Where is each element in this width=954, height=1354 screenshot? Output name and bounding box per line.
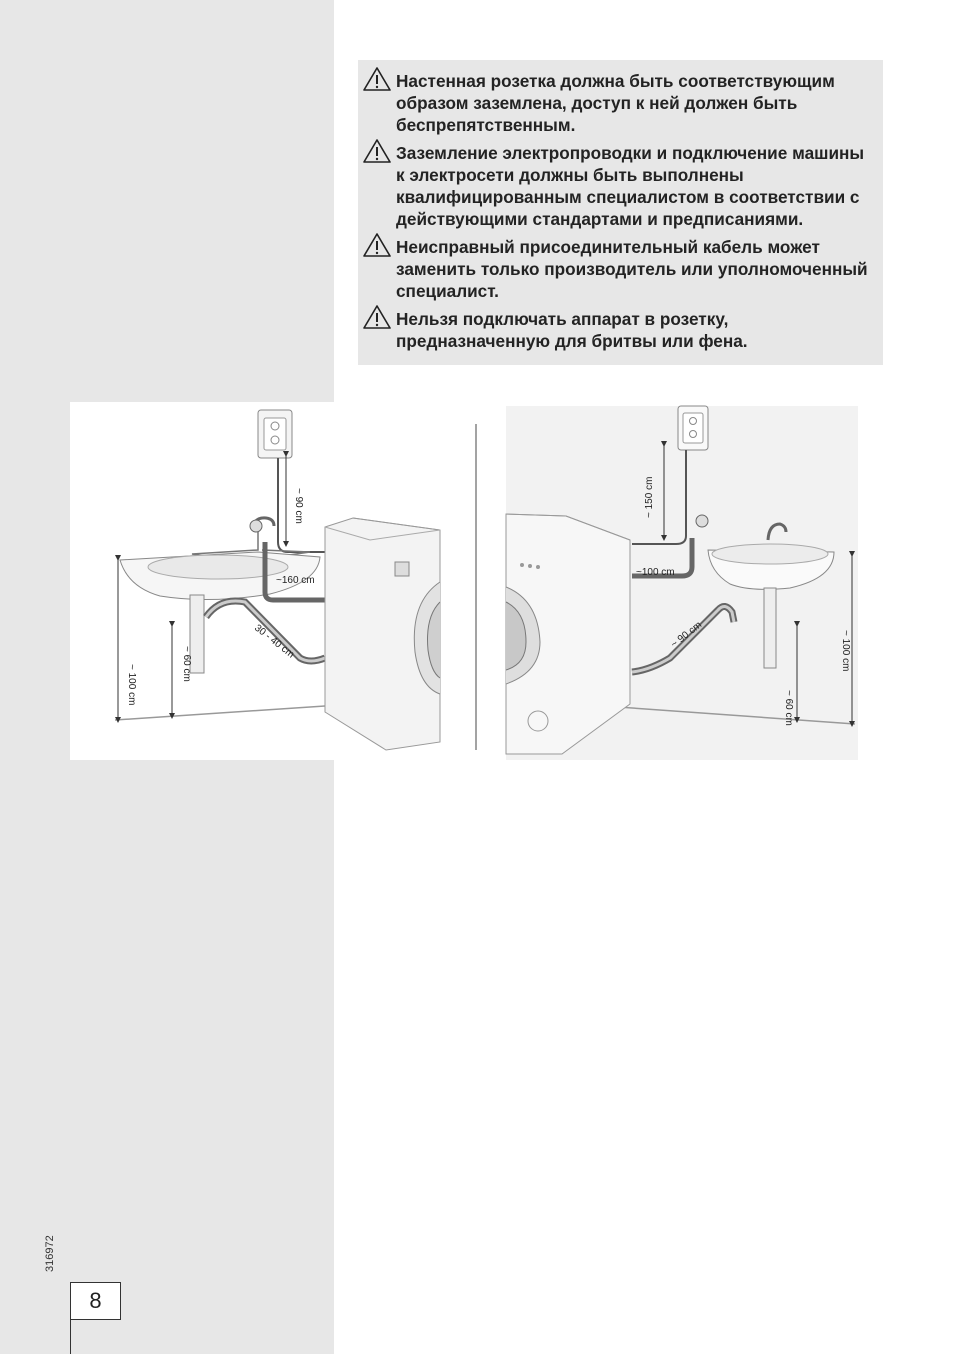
warning-item [362,70,873,136]
drain-length-label: 30 - 40 cm [252,622,297,661]
sink-height-label: ~ 100 cm [126,664,137,706]
socket-height-label: ~ 150 cm [644,476,655,518]
installation-diagram [70,402,858,760]
warning-triangle-icon [362,304,392,330]
wall-socket-icon [258,410,292,458]
socket-height-label: ~ 90 cm [293,488,304,524]
page-number-rule [70,1320,71,1354]
warning-triangle-icon [362,138,392,164]
drain-height-label: ~ 60 cm [783,690,794,726]
right-installation-panel [506,406,858,760]
washing-machine-icon [506,514,630,754]
warning-triangle-icon [362,232,392,258]
wall-socket-icon [678,406,708,450]
page-number: 8 [70,1282,121,1320]
warning-triangle-icon [362,66,392,92]
washing-machine-icon [325,518,440,750]
hose-distance-label: ~160 cm [276,575,315,586]
warning-text: Неисправный присоединительный кабель может заменить только производитель или уполномоченный специалист. [396,237,868,301]
warning-item [362,308,873,352]
document-code: 316972 [44,1235,56,1273]
drain-length-label: ~ 90 cm [669,619,705,651]
warning-text: Нельзя подключать аппарат в розетку, предназначенную для бритвы или фена. [396,309,748,351]
warnings-box [358,60,883,365]
warning-item [362,236,873,302]
warning-text: Заземление электропроводки и подключение машины к электросети должны быть выполнены квалифицированным специалистом в соответствии с действующими стандартами и предписаниями. [396,143,865,229]
drain-height-label: ~ 60 cm [181,646,192,682]
sink-height-label: ~ 100 cm [840,630,851,672]
left-installation-panel [70,402,440,760]
warning-item [362,142,873,230]
hose-distance-label: ~100 cm [636,567,675,578]
warning-text: Настенная розетка должна быть соответствующим образом заземлена, доступ к ней должен быть беспрепятственным. [396,71,835,135]
